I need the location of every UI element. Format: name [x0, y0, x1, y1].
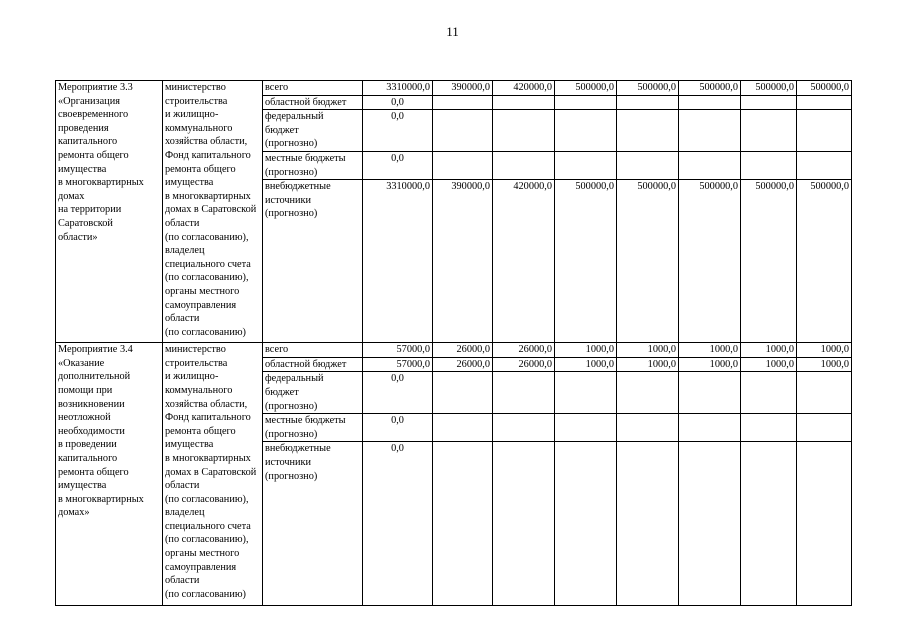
funding-source-line: федеральный [265, 111, 324, 123]
page-number: 11 [446, 24, 459, 39]
year-value-cell [617, 442, 679, 606]
year-value-cell [555, 95, 617, 110]
event-name-line: в проведении [58, 439, 117, 451]
executor-line: в многоквартирных [165, 190, 251, 202]
year-value-cell [617, 95, 679, 110]
year-value-cell: 500000,0 [617, 180, 679, 343]
funding-source-line: внебюджетные [265, 181, 331, 193]
executor-line: хозяйства области, [165, 136, 248, 148]
event-name-line: в многоквартирных [58, 493, 144, 505]
funding-source-cell [263, 151, 363, 179]
year-value-cell [433, 442, 493, 606]
executor-line: владелец [165, 245, 205, 257]
year-value-cell: 1000,0 [617, 357, 679, 372]
funding-source-cell [263, 442, 363, 606]
year-value-cell [741, 151, 797, 179]
budget-table [55, 80, 852, 606]
event-name-line: имущества [58, 163, 107, 175]
funding-source-cell [263, 357, 363, 372]
table-row [56, 343, 852, 358]
year-value-cell [679, 414, 741, 442]
year-value-cell [433, 110, 493, 152]
event-name-line: Саратовской [58, 217, 113, 229]
year-value-cell [679, 110, 741, 152]
year-value-cell: 26000,0 [493, 357, 555, 372]
event-name-cell [56, 81, 163, 343]
funding-source-line: областной бюджет [265, 96, 347, 108]
year-value-cell [797, 414, 852, 442]
funding-source-line: (прогнозно) [265, 208, 318, 220]
funding-source-cell [263, 414, 363, 442]
year-value-cell [493, 110, 555, 152]
executor-line: министерство [165, 82, 226, 93]
year-value-cell [493, 372, 555, 414]
executor-line: области [165, 217, 200, 229]
event-name-line: дополнительной [58, 371, 131, 383]
event-name-line: капитального [58, 452, 118, 464]
year-value-cell: 26000,0 [493, 343, 555, 358]
total-value-cell: 0,0 [363, 110, 433, 152]
year-value-cell [555, 442, 617, 606]
year-value-cell [433, 414, 493, 442]
year-value-cell [679, 442, 741, 606]
executor-line: имущества [165, 177, 214, 189]
executor-line: коммунального [165, 122, 233, 134]
event-name-line: необходимости [58, 425, 125, 437]
year-value-cell [617, 372, 679, 414]
event-name-line: области» [58, 231, 98, 243]
executor-line: области [165, 313, 200, 325]
year-value-cell: 390000,0 [433, 81, 493, 96]
year-value-cell [617, 414, 679, 442]
event-name-cell [56, 343, 163, 606]
funding-source-line: местные бюджеты [265, 415, 346, 427]
budget-table-body [56, 81, 852, 606]
year-value-cell: 1000,0 [617, 343, 679, 358]
executor-line: самоуправления [165, 561, 237, 573]
event-name-line: капитального [58, 136, 118, 148]
executor-line: в многоквартирных [165, 452, 251, 464]
event-name-line: имущества [58, 480, 107, 492]
year-value-cell [433, 372, 493, 414]
funding-source-line: всего [265, 344, 289, 356]
executor-line: домах в Саратовской [165, 204, 257, 216]
year-value-cell: 500000,0 [617, 81, 679, 96]
year-value-cell [797, 372, 852, 414]
funding-source-line: бюджет [265, 124, 299, 136]
funding-source-line: (прогнозно) [265, 470, 318, 482]
total-value-cell: 0,0 [363, 442, 433, 606]
executor-line: хозяйства области, [165, 398, 248, 410]
year-value-cell [433, 151, 493, 179]
executor-line: имущества [165, 439, 214, 451]
year-value-cell [493, 151, 555, 179]
year-value-cell: 1000,0 [741, 343, 797, 358]
year-value-cell: 500000,0 [679, 81, 741, 96]
funding-source-cell [263, 95, 363, 110]
total-value-cell: 0,0 [363, 151, 433, 179]
year-value-cell: 420000,0 [493, 180, 555, 343]
executor-line: владелец [165, 507, 205, 519]
year-value-cell: 26000,0 [433, 357, 493, 372]
event-name-line: домах [58, 190, 85, 202]
year-value-cell [493, 442, 555, 606]
year-value-cell [493, 95, 555, 110]
year-value-cell [679, 95, 741, 110]
funding-source-cell [263, 180, 363, 343]
event-name-line: ремонта общего [58, 466, 129, 478]
executor-line: Фонд капитального [165, 149, 251, 161]
total-value-cell: 3310000,0 [363, 180, 433, 343]
funding-source-cell [263, 110, 363, 152]
executor-line: ремонта общего [165, 163, 236, 175]
funding-source-line: внебюджетные [265, 443, 331, 455]
event-name-line: «Оказание [58, 357, 105, 369]
executor-line: (по согласованию) [165, 588, 246, 600]
funding-source-line: источники [265, 194, 312, 206]
year-value-cell [797, 442, 852, 606]
year-value-cell [797, 151, 852, 179]
event-name-line: домах» [58, 507, 90, 519]
funding-source-line: местные бюджеты [265, 152, 346, 164]
year-value-cell: 420000,0 [493, 81, 555, 96]
funding-source-cell [263, 343, 363, 358]
executor-line: строительства [165, 95, 228, 107]
year-value-cell [555, 372, 617, 414]
year-value-cell [679, 151, 741, 179]
executor-line: (по согласованию), [165, 272, 249, 284]
executor-line: коммунального [165, 384, 233, 396]
year-value-cell [617, 151, 679, 179]
executor-line: и жилищно- [165, 109, 219, 121]
year-value-cell: 1000,0 [555, 343, 617, 358]
funding-source-line: бюджет [265, 386, 299, 398]
executor-line: и жилищно- [165, 371, 219, 383]
executor-cell [163, 343, 263, 606]
year-value-cell: 390000,0 [433, 180, 493, 343]
year-value-cell [555, 151, 617, 179]
year-value-cell: 500000,0 [797, 180, 852, 343]
funding-source-line: (прогнозно) [265, 138, 318, 150]
year-value-cell: 1000,0 [741, 357, 797, 372]
total-value-cell: 57000,0 [363, 357, 433, 372]
event-name-line: на территории [58, 204, 122, 216]
executor-line: самоуправления [165, 299, 237, 311]
year-value-cell [741, 442, 797, 606]
executor-line: ремонта общего [165, 425, 236, 437]
funding-source-line: (прогнозно) [265, 166, 318, 178]
funding-source-line: федеральный [265, 373, 324, 385]
executor-line: домах в Саратовской [165, 466, 257, 478]
event-name-line: помощи при [58, 384, 113, 396]
year-value-cell [617, 110, 679, 152]
year-value-cell: 1000,0 [797, 357, 852, 372]
event-name-line: «Организация [58, 95, 120, 107]
year-value-cell [797, 110, 852, 152]
total-value-cell: 3310000,0 [363, 81, 433, 96]
year-value-cell: 500000,0 [555, 81, 617, 96]
funding-source-line: (прогнозно) [265, 428, 318, 440]
funding-source-cell [263, 81, 363, 96]
executor-line: (по согласованию), [165, 493, 249, 505]
year-value-cell [555, 110, 617, 152]
event-name-line: своевременного [58, 109, 129, 121]
year-value-cell: 500000,0 [741, 81, 797, 96]
executor-line: области [165, 480, 200, 492]
funding-source-line: областной бюджет [265, 358, 347, 370]
executor-line: строительства [165, 357, 228, 369]
year-value-cell: 500000,0 [741, 180, 797, 343]
year-value-cell [741, 110, 797, 152]
executor-line: области [165, 575, 200, 587]
executor-line: (по согласованию), [165, 231, 249, 243]
event-name-line: неотложной [58, 412, 111, 424]
year-value-cell: 26000,0 [433, 343, 493, 358]
total-value-cell: 0,0 [363, 95, 433, 110]
year-value-cell [493, 414, 555, 442]
year-value-cell [741, 372, 797, 414]
year-value-cell [679, 372, 741, 414]
total-value-cell: 0,0 [363, 414, 433, 442]
event-name-line: проведения [58, 122, 109, 134]
executor-line: Фонд капитального [165, 412, 251, 424]
year-value-cell [433, 95, 493, 110]
event-name-line: возникновении [58, 398, 125, 410]
year-value-cell [797, 95, 852, 110]
event-name-line: ремонта общего [58, 149, 129, 161]
year-value-cell: 1000,0 [797, 343, 852, 358]
executor-line: органы местного [165, 285, 240, 297]
executor-line: (по согласованию), [165, 534, 249, 546]
year-value-cell: 500000,0 [555, 180, 617, 343]
funding-source-line: источники [265, 456, 312, 468]
executor-line: органы местного [165, 548, 240, 560]
executor-line: специального счета [165, 258, 251, 270]
year-value-cell [741, 414, 797, 442]
table-row [56, 81, 852, 96]
year-value-cell [741, 95, 797, 110]
funding-source-cell [263, 372, 363, 414]
year-value-cell: 500000,0 [679, 180, 741, 343]
year-value-cell: 1000,0 [679, 343, 741, 358]
total-value-cell: 0,0 [363, 372, 433, 414]
executor-line: (по согласованию) [165, 326, 246, 338]
year-value-cell: 500000,0 [797, 81, 852, 96]
executor-line: специального счета [165, 520, 251, 532]
executor-line: министерство [165, 344, 226, 356]
executor-cell [163, 81, 263, 343]
event-name-line: Мероприятие 3.3 [58, 82, 133, 93]
funding-source-line: (прогнозно) [265, 400, 318, 412]
year-value-cell: 1000,0 [555, 357, 617, 372]
year-value-cell [555, 414, 617, 442]
event-name-line: Мероприятие 3.4 [58, 344, 133, 356]
total-value-cell: 57000,0 [363, 343, 433, 358]
year-value-cell: 1000,0 [679, 357, 741, 372]
funding-source-line: всего [265, 82, 289, 93]
event-name-line: в многоквартирных [58, 177, 144, 189]
